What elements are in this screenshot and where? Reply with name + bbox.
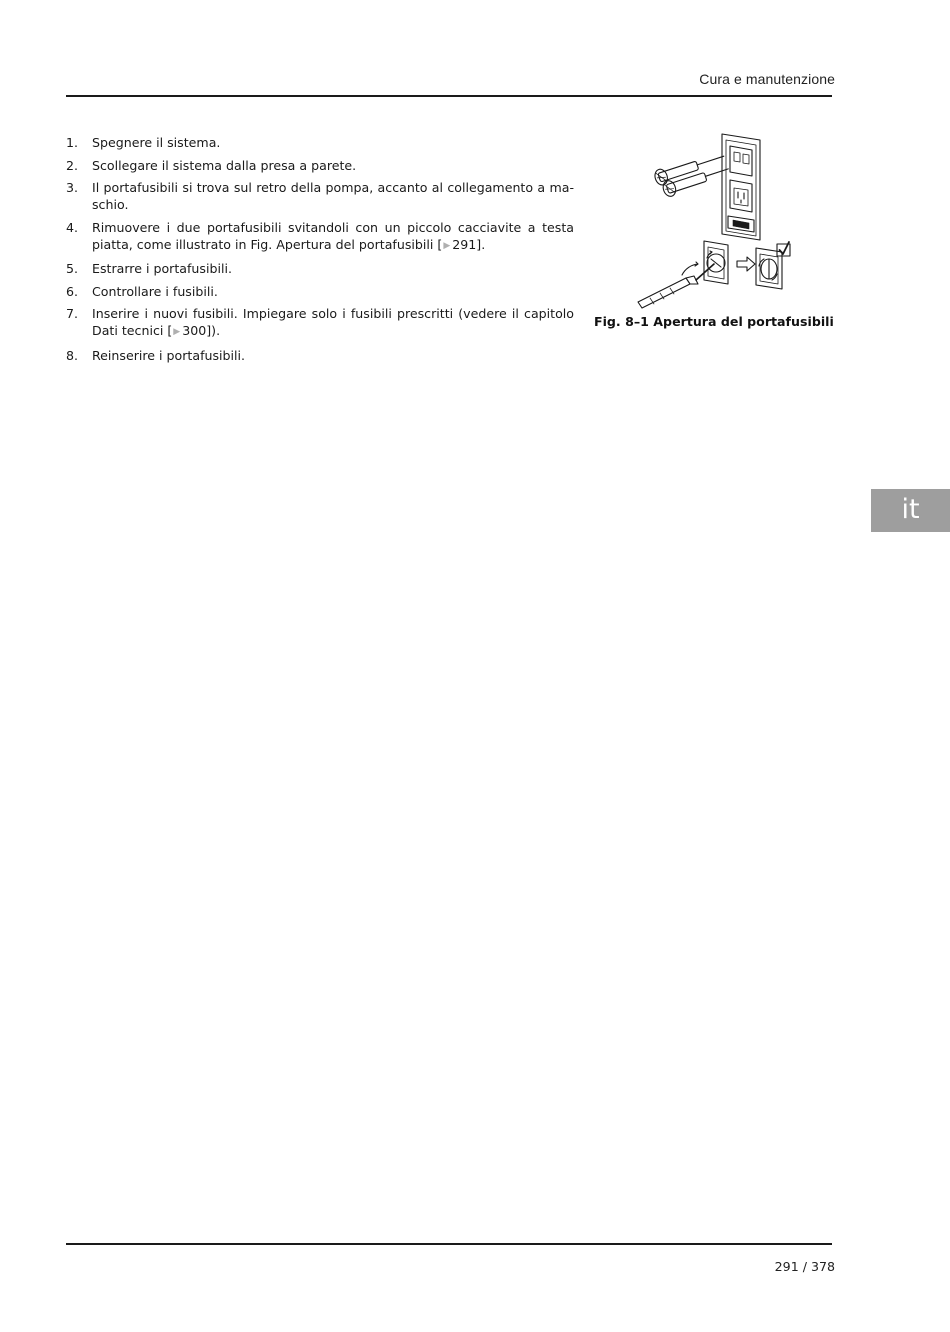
page-reference-link[interactable]: 291	[452, 236, 477, 252]
cross-reference-arrow-icon: ▶	[173, 327, 181, 337]
fuse-holder-drawing	[594, 128, 804, 314]
list-item	[66, 260, 574, 277]
step-text: Controllare i fusibili.	[92, 283, 218, 299]
page-number: 291 / 378	[774, 1259, 835, 1274]
list-item	[66, 179, 574, 213]
step-number: 4.	[66, 219, 79, 235]
list-item	[66, 157, 574, 174]
step-number: 1.	[66, 135, 79, 150]
step-number: 3.	[66, 180, 79, 195]
section-title: Cura e manutenzione	[699, 71, 835, 87]
step-text-end: ].	[476, 236, 486, 252]
screwdriver-icon	[638, 241, 728, 308]
checkmark-icon	[777, 242, 790, 256]
step-text: Rimuovere i due portafusibili svitandoli con un piccolo cacciavite a testa piatta, come illustrato in Fig. Apertura del portafusibili [	[92, 219, 574, 252]
arrow-right-icon	[737, 257, 755, 271]
step-number: 6.	[66, 283, 79, 299]
step-number: 2.	[66, 157, 79, 173]
step-number: 8.	[66, 347, 79, 363]
step-text: Scollegare il sistema dalla presa a parete.	[92, 157, 357, 173]
opened-fuse-holder	[756, 248, 782, 289]
figure-caption: Fig. 8–1 Apertura del portafusibili	[594, 314, 834, 329]
list-item	[66, 347, 574, 364]
step-text: Reinserire i portafusibili.	[92, 347, 246, 363]
step-number: 5.	[66, 261, 79, 276]
fuse-holders	[653, 149, 731, 198]
step-text: Inserire i nuovi fusibili. Impiegare solo i fusibili prescritti (vedere il capitolo Dati tecnici [	[92, 306, 574, 338]
page-reference-link[interactable]: 300	[182, 323, 207, 338]
language-tab[interactable]: it	[871, 489, 950, 532]
list-item	[66, 134, 574, 151]
step-text: Spegnere il sistema.	[92, 135, 221, 150]
step-text-end: ]).	[206, 323, 221, 338]
step-number: 7.	[66, 306, 79, 321]
step-text: Il portafusibili si trova sul retro della pompa, accanto al collegamento a ma-schio.	[92, 180, 574, 212]
figure	[594, 128, 834, 329]
instruction-list	[66, 134, 574, 369]
power-entry-module	[722, 134, 760, 240]
list-item	[66, 283, 574, 300]
step-text: Estrarre i portafusibili.	[92, 261, 232, 276]
footer-divider	[66, 1243, 832, 1245]
cross-reference-arrow-icon: ▶	[443, 240, 451, 251]
list-item	[66, 219, 574, 255]
list-item	[66, 305, 574, 341]
header-divider	[66, 95, 832, 97]
